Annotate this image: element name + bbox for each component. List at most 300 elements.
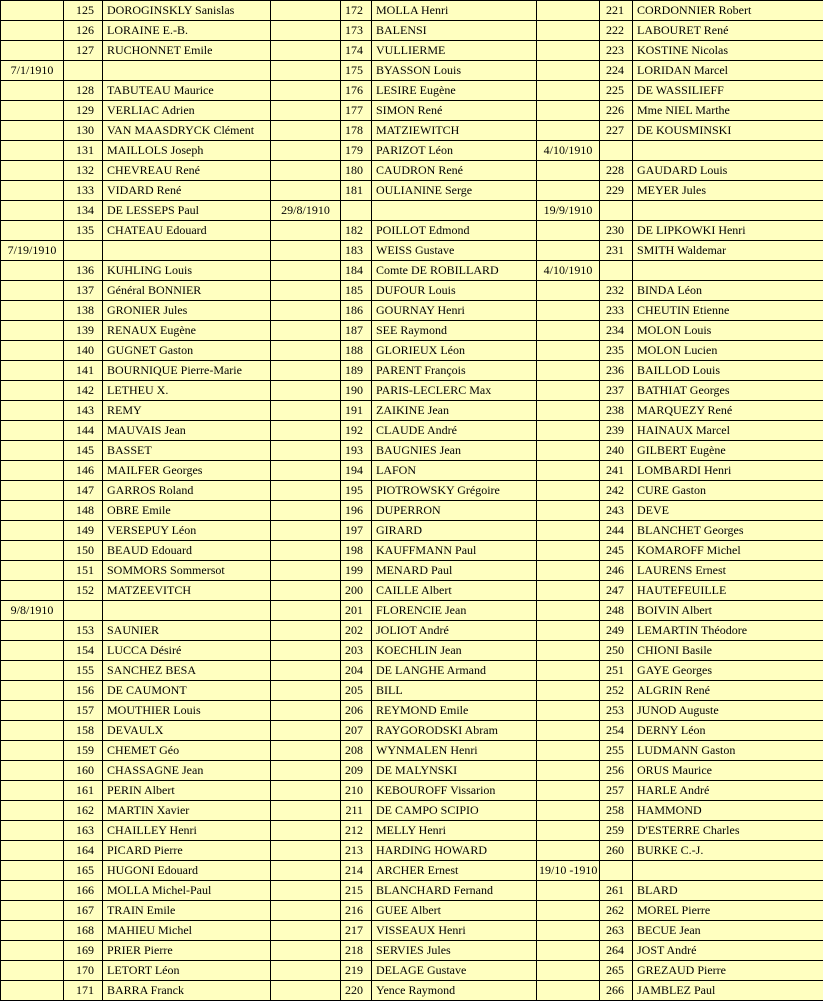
right-date-cell [537,761,600,781]
left-name-cell: LUCCA Désiré [103,641,271,661]
left-name-cell: PRIER Pierre [103,941,271,961]
table-row [1,801,823,821]
middle-name-cell: GIRARD [372,521,537,541]
left-number-cell: 145 [64,441,103,461]
right-date-cell: 19/9/1910 [537,201,600,221]
right-name-cell: GAYE Georges [633,661,823,681]
right-date-cell: 4/10/1910 [537,261,600,281]
table-row [1,81,823,101]
left-name-cell: VERLIAC Adrien [103,101,271,121]
left-name-cell: DE LESSEPS Paul [103,201,271,221]
middle-number-cell: 217 [341,921,372,941]
right-date-cell [537,221,600,241]
right-number-cell: 262 [600,901,633,921]
middle-number-cell: 192 [341,421,372,441]
left-name-cell: VAN MAASDRYCK Clément [103,121,271,141]
middle-date-cell [271,721,341,741]
table-row [1,901,823,921]
right-date-cell [537,601,600,621]
middle-date-cell [271,921,341,941]
left-number-cell: 127 [64,41,103,61]
table-row [1,21,823,41]
left-date-cell [1,121,64,141]
right-date-cell [537,321,600,341]
right-date-cell [537,681,600,701]
right-number-cell: 242 [600,481,633,501]
middle-number-cell: 185 [341,281,372,301]
middle-date-cell [271,461,341,481]
right-number-cell: 251 [600,661,633,681]
middle-number-cell: 179 [341,141,372,161]
middle-name-cell: JOLIOT André [372,621,537,641]
right-number-cell: 244 [600,521,633,541]
left-number-cell: 159 [64,741,103,761]
left-date-cell [1,281,64,301]
right-number-cell: 222 [600,21,633,41]
middle-number-cell: 206 [341,701,372,721]
right-name-cell: LAURENS Ernest [633,561,823,581]
table-row [1,181,823,201]
middle-name-cell: KAUFFMANN Paul [372,541,537,561]
right-name-cell: HAUTEFEUILLE [633,581,823,601]
middle-number-cell: 174 [341,41,372,61]
middle-date-cell [271,841,341,861]
right-number-cell: 237 [600,381,633,401]
middle-name-cell: REYMOND Emile [372,701,537,721]
right-date-cell [537,881,600,901]
left-number-cell: 152 [64,581,103,601]
right-date-cell [537,401,600,421]
middle-date-cell [271,821,341,841]
middle-number-cell: 187 [341,321,372,341]
middle-name-cell: MOLLA Henri [372,1,537,21]
middle-date-cell [271,701,341,721]
table-row [1,681,823,701]
right-date-cell [537,301,600,321]
left-number-cell: 154 [64,641,103,661]
left-name-cell: REMY [103,401,271,421]
middle-number-cell: 209 [341,761,372,781]
middle-date-cell [271,641,341,661]
middle-date-cell [271,901,341,921]
middle-number-cell: 195 [341,481,372,501]
right-date-cell [537,241,600,261]
middle-date-cell [271,581,341,601]
left-date-cell [1,881,64,901]
right-number-cell: 241 [600,461,633,481]
middle-number-cell: 200 [341,581,372,601]
left-date-cell [1,721,64,741]
left-number-cell [64,241,103,261]
left-name-cell: MAILFER Georges [103,461,271,481]
right-date-cell [537,181,600,201]
middle-date-cell [271,341,341,361]
left-number-cell: 164 [64,841,103,861]
left-name-cell: DOROGINSKLY Sanislas [103,1,271,21]
left-date-cell [1,481,64,501]
left-date-cell [1,841,64,861]
right-date-cell [537,501,600,521]
middle-name-cell: BALENSI [372,21,537,41]
right-number-cell: 232 [600,281,633,301]
left-number-cell: 125 [64,1,103,21]
middle-name-cell: PIOTROWSKY Grégoire [372,481,537,501]
left-number-cell: 140 [64,341,103,361]
table-row [1,481,823,501]
left-name-cell: Général BONNIER [103,281,271,301]
right-name-cell: CORDONNIER Robert [633,1,823,21]
right-name-cell: LUDMANN Gaston [633,741,823,761]
right-number-cell: 245 [600,541,633,561]
left-number-cell: 163 [64,821,103,841]
middle-name-cell: OULIANINE Serge [372,181,537,201]
middle-name-cell: VISSEAUX Henri [372,921,537,941]
table-row [1,961,823,981]
right-name-cell: MOLON Lucien [633,341,823,361]
table-row [1,201,823,221]
right-name-cell: BECUE Jean [633,921,823,941]
middle-name-cell: PARIS-LECLERC Max [372,381,537,401]
middle-number-cell: 208 [341,741,372,761]
right-date-cell [537,121,600,141]
left-name-cell: TRAIN Emile [103,901,271,921]
middle-number-cell: 181 [341,181,372,201]
left-date-cell [1,361,64,381]
table-row [1,41,823,61]
left-name-cell: HUGONI Edouard [103,861,271,881]
table-row [1,421,823,441]
left-date-cell [1,901,64,921]
right-name-cell: DE LIPKOWKI Henri [633,221,823,241]
left-name-cell: SOMMORS Sommersot [103,561,271,581]
middle-number-cell: 198 [341,541,372,561]
middle-date-cell [271,481,341,501]
middle-name-cell: GOURNAY Henri [372,301,537,321]
right-date-cell [537,1,600,21]
right-date-cell [537,981,600,1001]
middle-date-cell [271,781,341,801]
right-name-cell: BLANCHET Georges [633,521,823,541]
table-row [1,461,823,481]
right-number-cell: 236 [600,361,633,381]
middle-date-cell [271,981,341,1001]
left-number-cell: 157 [64,701,103,721]
right-name-cell: CHIONI Basile [633,641,823,661]
middle-date-cell [271,301,341,321]
middle-name-cell: FLORENCIE Jean [372,601,537,621]
right-date-cell [537,961,600,981]
left-date-cell [1,21,64,41]
left-name-cell: GUGNET Gaston [103,341,271,361]
left-date-cell [1,421,64,441]
right-name-cell: CURE Gaston [633,481,823,501]
middle-date-cell [271,541,341,561]
middle-name-cell: ARCHER Ernest [372,861,537,881]
right-name-cell: JAMBLEZ Paul [633,981,823,1001]
registry-body [1,1,823,1001]
left-number-cell: 147 [64,481,103,501]
left-date-cell [1,221,64,241]
right-name-cell: HAMMOND [633,801,823,821]
right-name-cell: LEMARTIN Théodore [633,621,823,641]
left-name-cell: CHATEAU Edouard [103,221,271,241]
left-number-cell: 169 [64,941,103,961]
table-row [1,401,823,421]
middle-date-cell [271,441,341,461]
left-date-cell [1,961,64,981]
left-name-cell: MAUVAIS Jean [103,421,271,441]
left-number-cell: 162 [64,801,103,821]
middle-number-cell: 203 [341,641,372,661]
left-number-cell: 132 [64,161,103,181]
right-number-cell: 263 [600,921,633,941]
middle-number-cell: 184 [341,261,372,281]
middle-name-cell: PARENT François [372,361,537,381]
left-number-cell: 150 [64,541,103,561]
right-date-cell [537,381,600,401]
left-date-cell [1,401,64,421]
left-date-cell: 7/19/1910 [1,241,64,261]
left-date-cell [1,101,64,121]
left-date-cell [1,381,64,401]
left-name-cell: BASSET [103,441,271,461]
middle-date-cell [271,501,341,521]
middle-date-cell [271,261,341,281]
middle-number-cell: 176 [341,81,372,101]
left-date-cell [1,581,64,601]
table-row [1,581,823,601]
left-name-cell: RENAUX Eugène [103,321,271,341]
middle-name-cell: LAFON [372,461,537,481]
left-date-cell: 9/8/1910 [1,601,64,621]
middle-name-cell: DUPERRON [372,501,537,521]
left-number-cell: 128 [64,81,103,101]
left-name-cell: MOLLA Michel-Paul [103,881,271,901]
table-row [1,921,823,941]
right-name-cell: BINDA Léon [633,281,823,301]
left-date-cell [1,501,64,521]
left-date-cell [1,201,64,221]
left-name-cell: PERIN Albert [103,781,271,801]
right-date-cell [537,421,600,441]
right-name-cell: MOLON Louis [633,321,823,341]
table-row [1,221,823,241]
left-name-cell: MAHIEU Michel [103,921,271,941]
right-date-cell [537,61,600,81]
table-row [1,941,823,961]
left-number-cell: 143 [64,401,103,421]
middle-number-cell: 207 [341,721,372,741]
middle-number-cell: 172 [341,1,372,21]
right-name-cell: BURKE C.-J. [633,841,823,861]
left-number-cell: 134 [64,201,103,221]
left-date-cell [1,541,64,561]
middle-number-cell: 190 [341,381,372,401]
right-number-cell: 235 [600,341,633,361]
middle-name-cell: RAYGORODSKI Abram [372,721,537,741]
right-number-cell: 230 [600,221,633,241]
middle-date-cell [271,561,341,581]
left-name-cell: GRONIER Jules [103,301,271,321]
right-number-cell: 224 [600,61,633,81]
middle-date-cell [271,881,341,901]
middle-date-cell [271,41,341,61]
left-name-cell: CHEMET Géo [103,741,271,761]
right-number-cell: 258 [600,801,633,821]
left-date-cell [1,921,64,941]
middle-date-cell [271,61,341,81]
middle-date-cell [271,141,341,161]
table-row [1,61,823,81]
middle-number-cell: 175 [341,61,372,81]
right-date-cell [537,841,600,861]
left-number-cell: 142 [64,381,103,401]
middle-number-cell: 180 [341,161,372,181]
right-number-cell: 234 [600,321,633,341]
right-date-cell [537,521,600,541]
left-name-cell: RUCHONNET Emile [103,41,271,61]
middle-name-cell: KEBOUROFF Vissarion [372,781,537,801]
right-name-cell: DE WASSILIEFF [633,81,823,101]
right-date-cell [537,941,600,961]
right-number-cell [600,261,633,281]
middle-date-cell [271,121,341,141]
left-number-cell: 148 [64,501,103,521]
table-row [1,821,823,841]
left-date-cell [1,561,64,581]
middle-number-cell [341,201,372,221]
left-name-cell: GARROS Roland [103,481,271,501]
left-number-cell: 130 [64,121,103,141]
middle-date-cell [271,101,341,121]
middle-number-cell: 212 [341,821,372,841]
left-date-cell [1,521,64,541]
right-name-cell: BOIVIN Albert [633,601,823,621]
right-number-cell: 248 [600,601,633,621]
left-number-cell: 126 [64,21,103,41]
right-name-cell: GREZAUD Pierre [633,961,823,981]
left-number-cell [64,601,103,621]
middle-number-cell: 191 [341,401,372,421]
middle-number-cell: 197 [341,521,372,541]
table-row [1,241,823,261]
right-name-cell [633,141,823,161]
table-row [1,161,823,181]
middle-number-cell: 189 [341,361,372,381]
table-row [1,321,823,341]
right-date-cell [537,81,600,101]
right-number-cell: 250 [600,641,633,661]
right-name-cell: MARQUEZY René [633,401,823,421]
left-name-cell: MAILLOLS Joseph [103,141,271,161]
right-date-cell [537,701,600,721]
left-number-cell: 141 [64,361,103,381]
middle-name-cell: DE LANGHE Armand [372,661,537,681]
middle-date-cell [271,861,341,881]
left-name-cell: MOUTHIER Louis [103,701,271,721]
right-number-cell: 225 [600,81,633,101]
left-name-cell: VIDARD René [103,181,271,201]
right-date-cell [537,581,600,601]
right-name-cell: GAUDARD Louis [633,161,823,181]
middle-date-cell: 29/8/1910 [271,201,341,221]
middle-name-cell: HARDING HOWARD [372,841,537,861]
middle-date-cell [271,681,341,701]
middle-name-cell: MENARD Paul [372,561,537,581]
left-date-cell [1,801,64,821]
left-name-cell: VERSEPUY Léon [103,521,271,541]
middle-name-cell: VULLIERME [372,41,537,61]
left-name-cell: BOURNIQUE Pierre-Marie [103,361,271,381]
right-name-cell: DEVE [633,501,823,521]
middle-name-cell: KOECHLIN Jean [372,641,537,661]
right-number-cell: 226 [600,101,633,121]
middle-name-cell: PARIZOT Léon [372,141,537,161]
middle-number-cell: 194 [341,461,372,481]
left-number-cell: 160 [64,761,103,781]
left-number-cell: 156 [64,681,103,701]
middle-date-cell [271,941,341,961]
right-number-cell: 254 [600,721,633,741]
left-date-cell [1,441,64,461]
middle-date-cell [271,241,341,261]
left-number-cell: 135 [64,221,103,241]
right-name-cell: MOREL Pierre [633,901,823,921]
right-date-cell [537,721,600,741]
right-name-cell [633,861,823,881]
middle-name-cell: GLORIEUX Léon [372,341,537,361]
table-row [1,501,823,521]
left-name-cell: CHEVREAU René [103,161,271,181]
middle-number-cell: 218 [341,941,372,961]
middle-name-cell: GUEE Albert [372,901,537,921]
right-date-cell [537,641,600,661]
middle-name-cell: Yence Raymond [372,981,537,1001]
left-date-cell [1,861,64,881]
left-name-cell: CHAILLEY Henri [103,821,271,841]
right-name-cell: BATHIAT Georges [633,381,823,401]
middle-number-cell: 205 [341,681,372,701]
right-number-cell: 228 [600,161,633,181]
right-name-cell: HAINAUX Marcel [633,421,823,441]
left-date-cell [1,1,64,21]
right-number-cell: 252 [600,681,633,701]
left-date-cell [1,321,64,341]
right-name-cell: JOST André [633,941,823,961]
middle-date-cell [271,21,341,41]
left-number-cell: 158 [64,721,103,741]
left-name-cell: DEVAULX [103,721,271,741]
left-date-cell [1,461,64,481]
left-date-cell [1,41,64,61]
middle-number-cell: 196 [341,501,372,521]
left-number-cell: 171 [64,981,103,1001]
left-name-cell: DE CAUMONT [103,681,271,701]
middle-date-cell [271,401,341,421]
table-row [1,541,823,561]
middle-date-cell [271,381,341,401]
table-row [1,781,823,801]
right-number-cell: 253 [600,701,633,721]
right-number-cell: 231 [600,241,633,261]
table-row [1,841,823,861]
left-date-cell [1,981,64,1001]
middle-name-cell: SIMON René [372,101,537,121]
table-row [1,561,823,581]
table-row [1,521,823,541]
right-name-cell [633,261,823,281]
right-number-cell: 229 [600,181,633,201]
